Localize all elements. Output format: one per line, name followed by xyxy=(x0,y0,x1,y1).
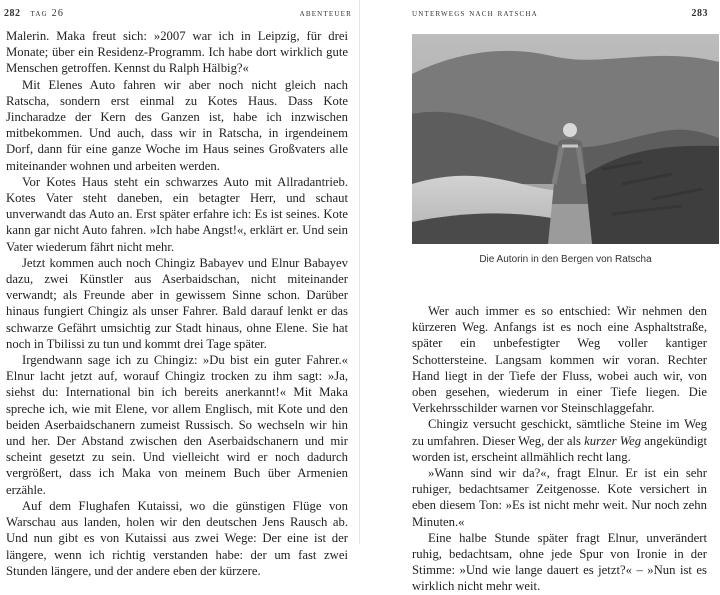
paragraph-text: angekündigt worden ist, erscheint allmählich recht lang. xyxy=(412,433,707,464)
paragraph: Jetzt kommen auch noch Chingiz Babayev und Elnur Babayev dazu, zwei Künstler aus Aserbaidschan, nicht miteinander verwandt; als Freunde aber in gewissem Sinne schon. Darüber hinaus fungiert Chingiz als unser Fahrer. Bald darauf lenkt er das schwarze Gefährt umsichtig zur Stadt hinaus, ohne Elene. Sie hat noch in Tbilissi zu tun und kommt drei Tage später. xyxy=(6,255,348,351)
right-body-text xyxy=(412,303,707,595)
section-heading-left: abenteuer xyxy=(299,7,352,19)
paragraph xyxy=(412,416,707,465)
paragraph: »Wann sind wir da?«, fragt Elnur. Er ist ein sehr ruhiger, bedachtsamer Zeitgenosse. Kote versichert in eben diesem Ton: »Es ist nicht mehr weit. Nur noch zehn Minuten.« xyxy=(412,466,707,529)
page-number-left: 282 xyxy=(4,7,21,19)
right-page xyxy=(360,0,720,594)
paragraph-text: Chingiz versucht geschickt, sämtliche Steine im Weg zu umfahren. Dieser Weg, der als xyxy=(412,417,707,448)
paragraph: Vor Kotes Haus steht ein schwarzes Auto mit Allradantrieb. Kotes Vater steht daneben, ein betagter Herr, und schaut unverwandt das Auto an. Erst später erfahre ich: Es ist seines. Kote kann gar nicht Auto fahren. »Ich habe Angst!«, erklärt er. Und sein Vater wiederum fährt nicht mehr. xyxy=(6,174,348,254)
chapter-heading: tag 26 xyxy=(30,7,65,19)
running-head-right xyxy=(412,6,708,20)
running-head-left xyxy=(4,6,352,20)
paragraph: Mit Elenes Auto fahren wir aber noch nicht gleich nach Ratscha, sondern erst einmal zu Kotes Haus. Dass Kote Jincharadze der Kern des Ganzen ist, habe ich inzwischen mitbekommen. Und auch, dass wir in Ratscha, in irgendeinem Dorf, dann für eine ganze Woche im Haus seines Großvaters alle miteinander wohnen und arbeiten werden. xyxy=(6,77,348,173)
paragraph: Wer auch immer es so entschied: Wir nehmen den kürzeren Weg. Anfangs ist es noch eine Asphaltstraße, später ein unbefestigter Weg voller kantiger Schottersteine. Langsam kommen wir voran. Rechter Hand liegt in der Tiefe der Fluss, wobei auch wir, von oben gesehen, wiederum in einer Tiefe liegen. Die Verkehrsschilder warnen vor Steinschlaggefahr. xyxy=(412,304,707,416)
emphasis-text: kurzer Weg xyxy=(584,433,642,448)
paragraph: Eine halbe Stunde später fragt Elnur, unverändert ruhig, bedachtsam, ohne jede Spur von Ironie in der Stimme: »Und wie lange dauert es jetzt?« – »Nun ist es wirklich nicht mehr weit. xyxy=(412,530,707,594)
left-page xyxy=(0,0,360,578)
paragraph: Auf dem Flughafen Kutaissi, wo die günstigen Flüge von Warschau aus landen, holen wir den deutschen Jens Rausch ab. Und nun gibt es von Kutaissi aus zwei Wege: Der eine ist der längere, wenn ich richtig verstanden habe: der um fast zwei Stunden längere, und der andere eben der kürzere. xyxy=(6,498,348,578)
section-heading-right: unterwegs nach ratscha xyxy=(412,7,538,19)
photo-caption: Die Autorin in den Bergen von Ratscha xyxy=(479,254,652,265)
page-number-right: 283 xyxy=(691,7,708,19)
paragraph: Irgendwann sage ich zu Chingiz: »Du bist ein guter Fahrer.« Elnur lacht jetzt auf, worauf Chingiz trocken zu ihm sagt: »Ja, siehst du: International bin ich bereits anerkannt!« Mit Maka spreche ich, wie mit Elene, vor allem Englisch, mit Kote und den beiden Aserbaidschanern zumeist Russisch. So wechseln wir hin und her. Der Abstand zwischen den Aserbaidschanern und mir scheint gesetzt zu sein. Und vielleicht wird er noch dadurch vergrößert, dass ich Maka von meinem Buch über Armenien erzähle. xyxy=(6,353,348,497)
left-body-text xyxy=(6,28,348,579)
paragraph: Malerin. Maka freut sich: »2007 war ich in Leipzig, für drei Monate; über ein Residenz-Programm. Ich habe dort wirklich gute Menschen getroffen. Kennst du Ralph Hälbig?« xyxy=(6,29,348,76)
photo-image xyxy=(412,34,719,244)
mountain-photo xyxy=(412,34,719,244)
